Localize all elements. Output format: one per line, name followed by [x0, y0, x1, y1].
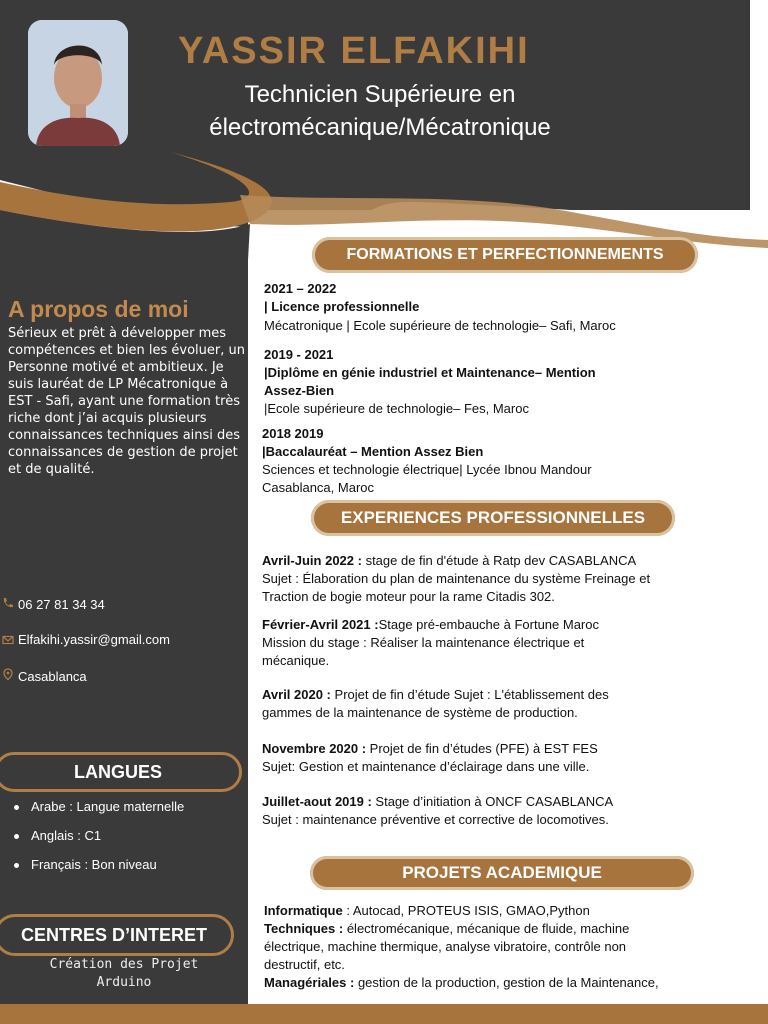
interests-heading: CENTRES D’INTERET: [0, 914, 234, 956]
projects-heading: PROJETS ACADEMIQUE: [310, 856, 694, 890]
email-icon: [2, 634, 14, 646]
experience-line: Stage pré-embauche à Fortune Maroc: [378, 617, 599, 632]
footer-bar: [0, 1004, 768, 1024]
experience-date: Juillet-aout 2019 :: [262, 794, 372, 809]
candidate-name: YASSIR ELFAKIHI: [178, 30, 530, 72]
projects-text: destructif, etc.: [264, 957, 345, 972]
bullet-icon: [14, 834, 19, 839]
interest-line: Création des Projet: [49, 957, 199, 972]
profile-photo: [28, 20, 128, 146]
experience-line: Sujet : maintenance préventive et corrective de locomotives.: [262, 812, 609, 827]
education-school: Mécatronique | Ecole supérieure de technologie– Safi, Maroc: [264, 318, 616, 333]
education-date: 2018 2019: [262, 426, 324, 441]
education-degree: | Licence professionnelle: [264, 299, 420, 314]
job-title-line1: Technicien Supérieure en: [244, 81, 516, 108]
experience-line: Traction de bogie moteur pour la rame Citadis 302.: [262, 589, 555, 604]
city: Casablanca: [18, 669, 87, 684]
projects-list: [264, 902, 754, 992]
projects-text: électromécanique, mécanique de fluide, machine: [343, 921, 630, 936]
education-degree: |Diplôme en génie industriel et Maintenance– Mention: [264, 365, 596, 380]
experience-date: Février-Avril 2021 :: [262, 617, 379, 632]
interests-text: [0, 956, 248, 992]
language-item: Arabe : Langue maternelle: [14, 799, 184, 814]
experience-line: mécanique.: [262, 653, 330, 668]
about-title: A propos de moi: [8, 296, 189, 322]
projects-text: gestion de la production, gestion de la Maintenance,: [354, 975, 659, 990]
experience-item: [262, 740, 752, 776]
phone-number: 06 27 81 34 34: [18, 597, 105, 612]
about-text: Sérieux et prêt à développer mes compétences et bien les évoluer, un Personne motivé et ambitieux. Je suis lauréat de LP Mécatronique à EST - Safi, ayant une formation très riche dont j’ai acquis plusieurs connaissances techniques ainsi des connaissances de gestion de projet et de qualité.: [8, 326, 245, 477]
education-school: Sciences et technologie électrique| Lycée Ibnou Mandour: [262, 462, 592, 477]
experience-heading: EXPERIENCES PROFESSIONNELLES: [311, 500, 675, 536]
phone-icon: [2, 597, 14, 609]
bullet-icon: [14, 805, 19, 810]
experience-line: Sujet: Gestion et maintenance d’éclairage dans une ville.: [262, 759, 590, 774]
experience-item: [262, 686, 752, 722]
experience-line: Projet de fin d’étude Sujet : L'établissement des: [330, 687, 609, 702]
education-date: 2019 - 2021: [264, 347, 334, 362]
projects-label: Informatique: [264, 903, 343, 918]
email-address: Elfakihi.yassir@gmail.com: [18, 632, 170, 647]
job-title-line2: électromécanique/Mécatronique: [209, 114, 551, 141]
language-item: Français : Bon niveau: [14, 857, 157, 872]
experience-item: [262, 793, 752, 829]
job-title: [150, 78, 610, 144]
projects-text: électrique, machine thermique, analyse vibratoire, contrôle non: [264, 939, 627, 954]
experience-line: gammes de la maintenance de système de production.: [262, 705, 578, 720]
experience-line: stage de fin d'étude à Ratp dev CASABLANCA: [361, 553, 637, 568]
education-school-city: Casablanca, Maroc: [262, 480, 374, 495]
experience-date: Avril-Juin 2022 :: [262, 553, 362, 568]
experience-line: Sujet : Élaboration du plan de maintenance du système Freinage et: [262, 571, 651, 586]
experience-line: Mission du stage : Réaliser la maintenance électrique et: [262, 635, 585, 650]
experience-line: Projet de fin d’études (PFE) à EST FES: [366, 741, 598, 756]
location-pin-icon: [2, 668, 14, 680]
education-degree: |Baccalauréat – Mention Assez Bien: [262, 444, 484, 459]
experience-date: Novembre 2020 :: [262, 741, 367, 756]
education-date: 2021 – 2022: [264, 281, 337, 296]
languages-heading: LANGUES: [0, 752, 242, 792]
education-school: |Ecole supérieure de technologie– Fes, Maroc: [264, 401, 529, 416]
education-heading: FORMATIONS ET PERFECTIONNEMENTS: [312, 237, 698, 273]
experience-date: Avril 2020 :: [262, 687, 331, 702]
interest-line: Arduino: [96, 975, 152, 990]
language-item: Anglais : C1: [14, 828, 101, 843]
education-degree-cont: Assez-Bien: [264, 383, 335, 398]
projects-text: : Autocad, PROTEUS ISIS, GMAO,Python: [342, 903, 590, 918]
experience-item: [262, 552, 752, 606]
experience-item: [262, 616, 752, 670]
experience-line: Stage d’initiation à ONCF CASABLANCA: [371, 794, 614, 809]
bullet-icon: [14, 863, 19, 868]
projects-label: Managériales :: [264, 975, 355, 990]
projects-label: Techniques :: [264, 921, 344, 936]
